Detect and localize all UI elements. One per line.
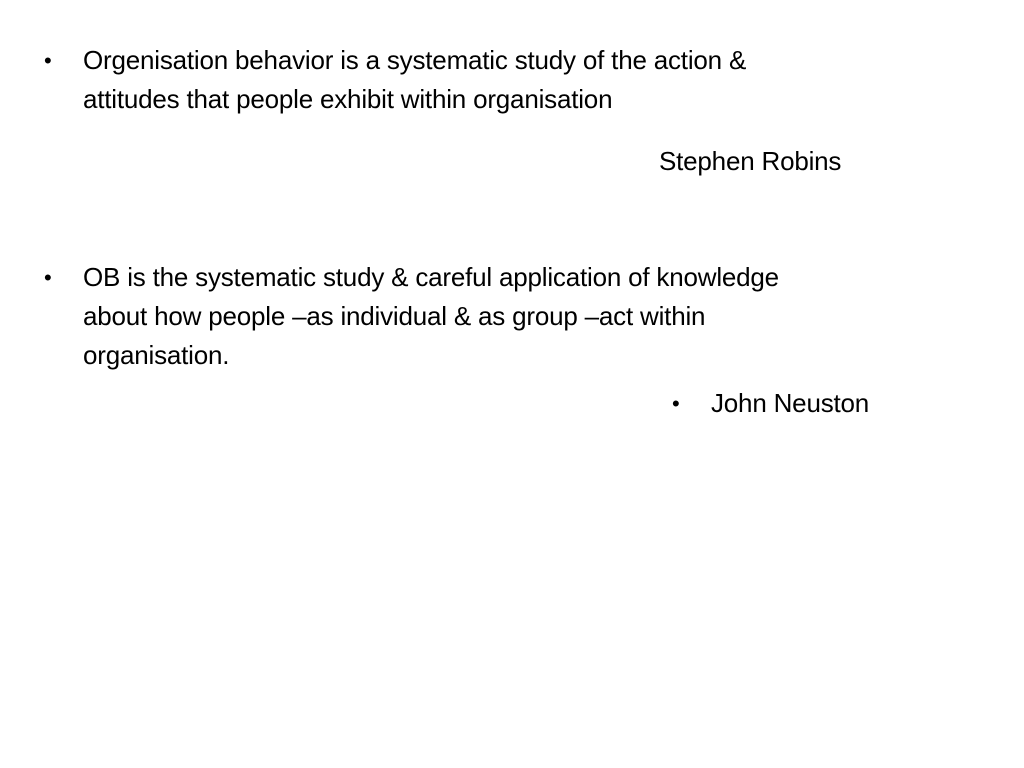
bullet-icon: • (44, 48, 52, 73)
text-line: organisation. (83, 340, 230, 370)
text-line: attitudes that people exhibit within organisation (83, 84, 613, 114)
text-line: about how people –as individual & as group –act within (83, 301, 706, 331)
definition-bullet-neuston (44, 258, 779, 375)
definition-text (83, 258, 779, 375)
attribution-neuston (672, 384, 869, 423)
text-line: Orgenisation behavior is a systematic study of the action & (83, 45, 747, 75)
attribution-name: John Neuston (711, 388, 870, 418)
bullet-icon: • (44, 265, 52, 290)
definition-text (83, 41, 746, 119)
bullet-icon: • (672, 391, 680, 416)
attribution-robbins: Stephen Robins (659, 146, 842, 176)
text-line: OB is the systematic study & careful application of knowledge (83, 262, 779, 292)
definition-bullet-robbins (44, 41, 746, 119)
